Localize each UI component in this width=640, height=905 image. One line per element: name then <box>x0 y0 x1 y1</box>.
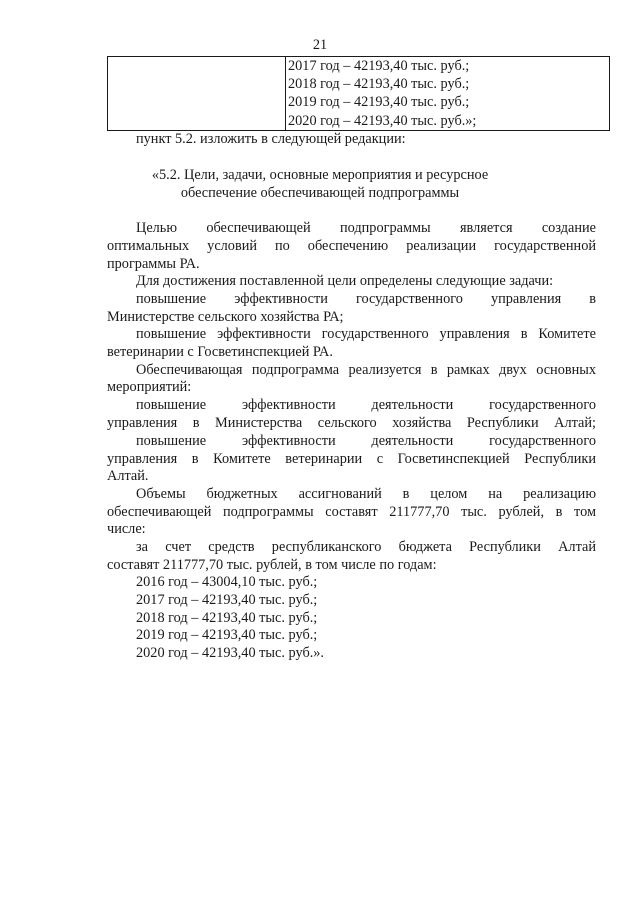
body-line: ветеринарии с Госветинспекцией РА. <box>107 344 333 360</box>
body-line: Алтай. <box>107 468 149 484</box>
table-value-line: 2018 год – 42193,40 тыс. руб.; <box>288 76 470 93</box>
body-line: повышение эффективности деятельности государственного <box>136 433 596 449</box>
body-line: повышение эффективности государственного управления в Комитете <box>136 326 596 342</box>
body-line: 2019 год – 42193,40 тыс. руб.; <box>136 627 318 643</box>
table-value-line: 2019 год – 42193,40 тыс. руб.; <box>288 94 470 111</box>
body-line: управления в Комитете ветеринарии с Госветинспекцией Республики <box>107 451 596 467</box>
table-cell-empty <box>108 57 286 131</box>
instruction-text: пункт 5.2. изложить в следующей редакции: <box>136 131 406 147</box>
body-line: 2020 год – 42193,40 тыс. руб.». <box>136 645 325 661</box>
body-line: составят 211777,70 тыс. рублей, в том числе по годам: <box>107 557 437 573</box>
body-line: Для достижения поставленной цели определены следующие задачи: <box>136 273 554 289</box>
body-line: числе: <box>107 521 146 537</box>
table-value-line: 2017 год – 42193,40 тыс. руб.; <box>288 58 470 74</box>
body-line: 2017 год – 42193,40 тыс. руб.; <box>136 592 318 608</box>
body-line: управления в Министерства сельского хозяйства Республики Алтай; <box>107 415 596 431</box>
table-row <box>108 57 610 131</box>
page-number: 21 <box>312 37 328 53</box>
funding-table-continuation <box>107 56 610 131</box>
body-line: программы РА. <box>107 256 200 272</box>
body-line: Целью обеспечивающей подпрограммы является создание <box>136 220 596 236</box>
body-line: оптимальных условий по обеспечению реализации государственной <box>107 238 596 254</box>
body-line: за счет средств республиканского бюджета Республики Алтай <box>136 539 596 555</box>
body-line: повышение эффективности государственного управления в <box>136 291 596 307</box>
body-line: 2016 год – 43004,10 тыс. руб.; <box>136 574 318 590</box>
body-line: Министерстве сельского хозяйства РА; <box>107 309 344 325</box>
body-line: 2018 год – 42193,40 тыс. руб.; <box>136 610 318 626</box>
body-line: Обеспечивающая подпрограмма реализуется в рамках двух основных <box>136 362 596 378</box>
table-cell-values <box>286 57 610 131</box>
body-line: Объемы бюджетных ассигнований в целом на реализацию <box>136 486 596 502</box>
body-line: повышение эффективности деятельности государственного <box>136 397 596 413</box>
section-heading-line: обеспечение обеспечивающей подпрограммы <box>180 185 460 201</box>
body-line: мероприятий: <box>107 379 192 395</box>
body-line: обеспечивающей подпрограммы составят 211777,70 тыс. рублей, в том <box>107 504 596 520</box>
section-heading-line: «5.2. Цели, задачи, основные мероприятия и ресурсное <box>151 167 489 183</box>
table-value-line: 2020 год – 42193,40 тыс. руб.»; <box>288 112 477 129</box>
